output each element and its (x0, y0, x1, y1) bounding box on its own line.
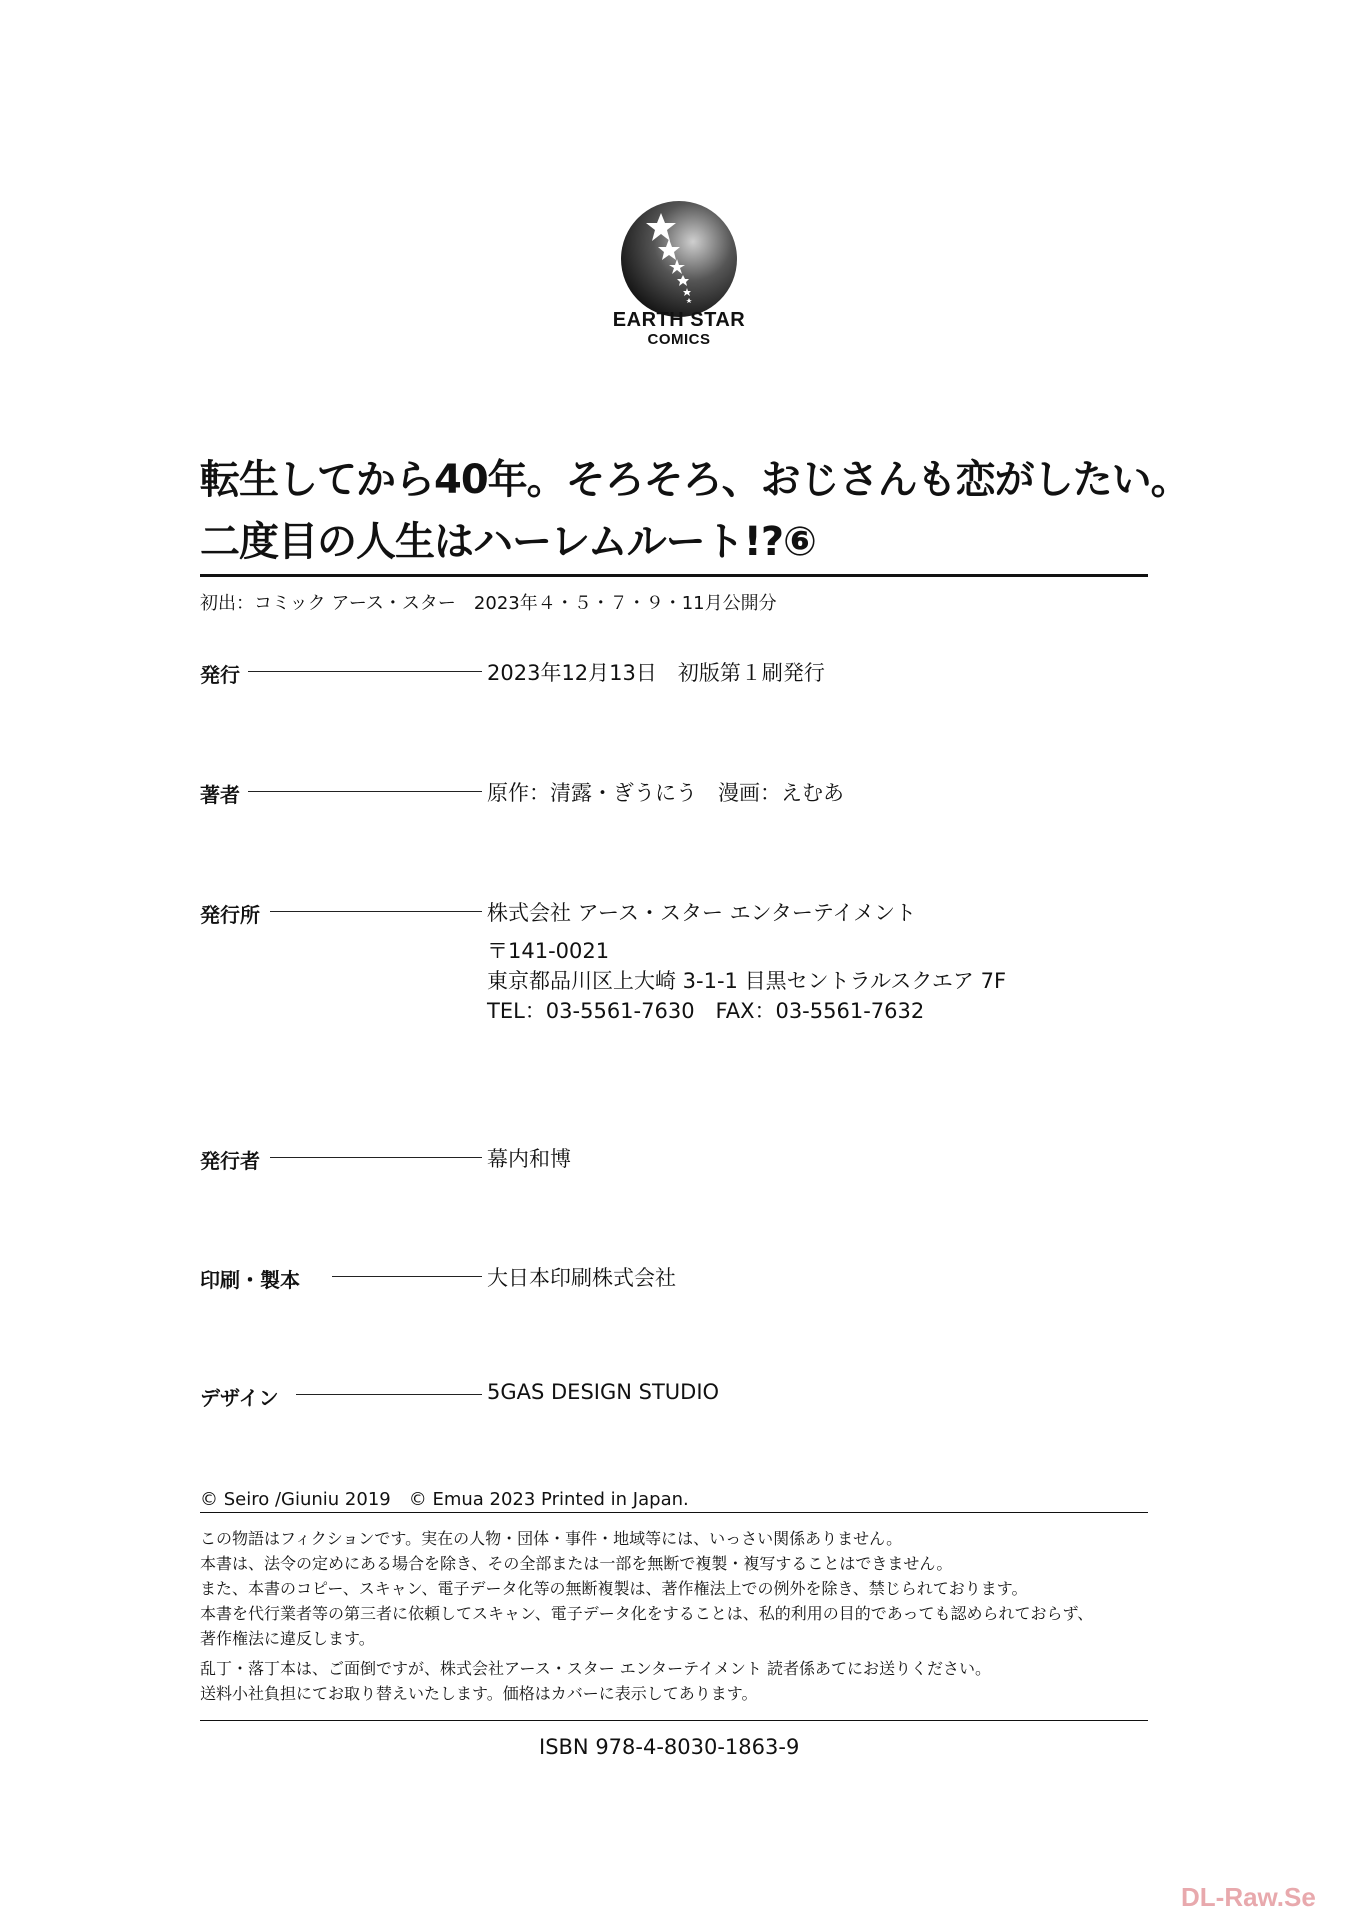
printing-label: 印刷・製本 (200, 1268, 300, 1292)
design-value: 5GAS DESIGN STUDIO (487, 1380, 720, 1404)
leader-line (248, 671, 482, 672)
leader-line (270, 911, 482, 912)
author-label: 著者 (200, 783, 240, 807)
watermark: DL-Raw.Se (1181, 1882, 1316, 1912)
issuer-value: 幕内和博 (487, 1147, 571, 1171)
leader-line (332, 1276, 482, 1277)
notice-line: 本書は、法令の定めにある場合を除き、その全部または一部を無断で複製・複写することはできません。 (200, 1554, 953, 1573)
notice-line: 著作権法に違反します。 (200, 1629, 375, 1648)
isbn-divider (200, 1720, 1148, 1721)
publisher-label: 発行所 (200, 903, 260, 927)
notice-line: 送料小社負担にてお取り替えいたします。価格はカバーに表示してあります。 (200, 1684, 758, 1703)
notice-line: また、本書のコピー、スキャン、電子データ化等の無断複製は、著作権法上での例外を除き、禁じられております。 (200, 1579, 1028, 1598)
leader-line (248, 791, 482, 792)
notice-line: 本書を代行業者等の第三者に依頼してスキャン、電子データ化をすることは、私的利用の目的であっても認められておらず、 (200, 1604, 1094, 1623)
footer-divider (200, 1512, 1148, 1513)
isbn-number: ISBN 978-4-8030-1863-9 (539, 1735, 800, 1759)
design-label: デザイン (200, 1386, 279, 1410)
earth-star-globe-icon (619, 199, 739, 319)
leader-line (270, 1157, 482, 1158)
title-divider (200, 574, 1148, 577)
publisher-address: 東京都品川区上大崎 3-1-1 目黒セントラルスクエア 7F (487, 969, 1007, 993)
publisher-postal-code: 〒141-0021 (487, 939, 610, 963)
book-title-line-2: 二度目の人生はハーレムルート!?⑥ (200, 519, 816, 565)
issuer-label: 発行者 (200, 1149, 260, 1173)
first-publication-note: 初出：コミック アース・スター 2023年４・５・７・９・11月公開分 (200, 593, 777, 614)
logo-wordmark: EARTH STAR (612, 309, 746, 331)
leader-line (296, 1394, 482, 1395)
printing-value: 大日本印刷株式会社 (487, 1266, 676, 1290)
publish-date-value: 2023年12月13日 初版第１刷発行 (487, 661, 825, 685)
book-title-line-1: 転生してから40年。そろそろ、おじさんも恋がしたい。 (200, 457, 1190, 503)
notice-line: この物語はフィクションです。実在の人物・団体・事件・地域等には、いっさい関係ありません。 (200, 1529, 903, 1548)
author-value: 原作：清露・ぎうにう 漫画：えむあ (487, 781, 844, 805)
publish-date-label: 発行 (200, 663, 240, 687)
publisher-contact: TEL：03-5561-7630 FAX：03-5561-7632 (487, 999, 925, 1023)
notice-line: 乱丁・落丁本は、ご面倒ですが、株式会社アース・スター エンターテイメント 読者係あてにお送りください。 (200, 1659, 991, 1678)
logo-subtitle: COMICS (647, 331, 711, 348)
publisher-name: 株式会社 アース・スター エンターテイメント (487, 901, 917, 925)
copyright-line: © Seiro /Giuniu 2019 © Emua 2023 Printed in Japan. (200, 1489, 689, 1510)
